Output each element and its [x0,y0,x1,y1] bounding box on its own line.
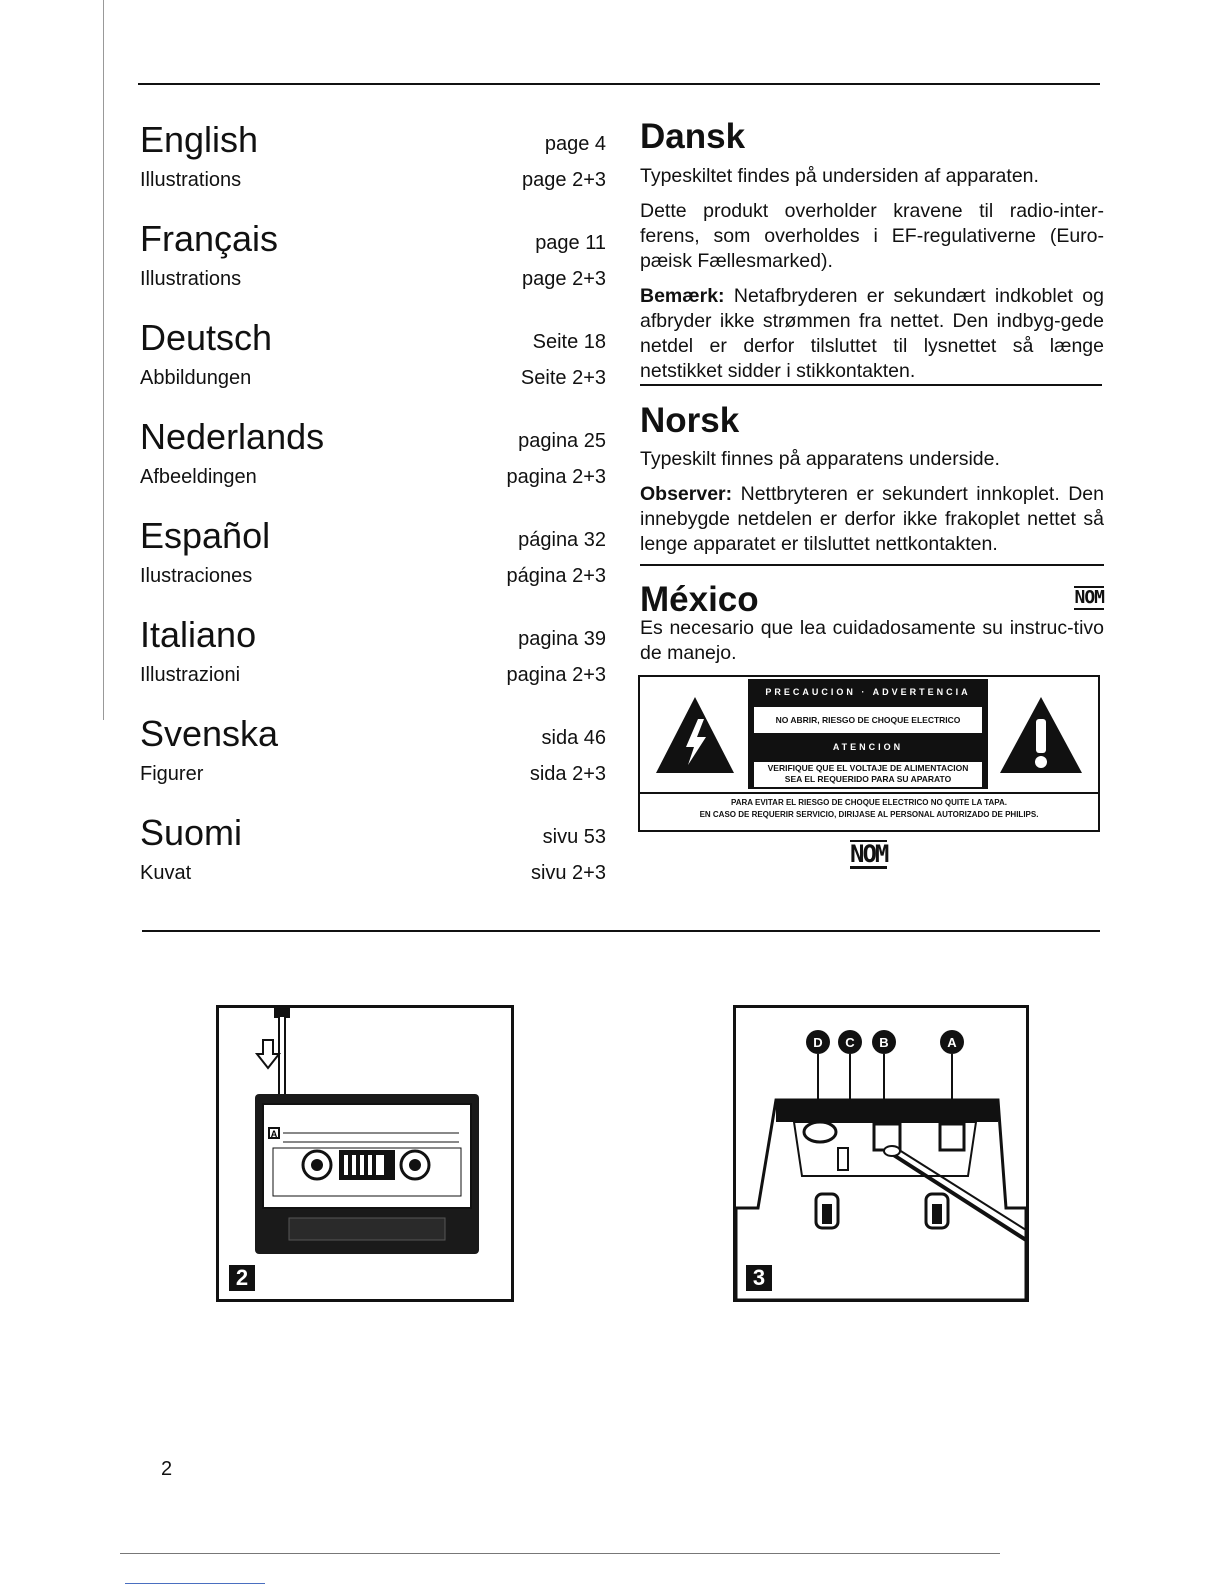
figure-number-3: 3 [746,1265,772,1291]
mexico-paragraph-1: Es necesario que lea cuidadosamente su instruc-tivo de manejo. [640,617,1104,664]
toc-lang-sub-page: page 2+3 [522,169,606,191]
dansk-rule [640,384,1102,386]
section-dansk [640,117,1104,384]
toc-lang-page: pagina 25 [518,430,606,452]
warning-bottom-text [644,797,1094,821]
dansk-note-label: Bemærk: [640,285,725,307]
toc-suomi[interactable] [140,813,606,909]
toc-lang-page: page 4 [544,133,606,155]
toc-lang-page: sida 46 [541,727,606,749]
dansk-title: Dansk [640,117,746,156]
electric-shock-warning-icon [654,695,736,775]
toc-lang-sub: Ilustraciones [140,565,253,587]
warning-bottom-line-2: EN CASO DE REQUERIR SERVICIO, DIRIJASE AL PERSONAL AUTORIZADO DE PHILIPS. [699,810,1039,819]
toc-svenska[interactable] [140,714,606,810]
warning-bottom-line-1: PARA EVITAR EL RIESGO DE CHOQUE ELECTRICO NO QUITE LA TAPA. [730,798,1007,807]
toc-lang-sub-page: pagina 2+3 [506,664,606,686]
warning-band-atencion: ATENCION [832,742,904,752]
toc-english[interactable] [140,120,606,216]
label-b: B [879,1035,889,1050]
toc-italiano[interactable] [140,615,606,711]
top-rule [138,83,1100,85]
toc-lang-name: English [140,119,259,160]
nom-mark-small: NOM [1074,587,1104,608]
nom-mark-large: NOM [850,840,888,868]
section-norsk [640,401,1104,557]
dansk-paragraph-1: Typeskiltet findes på undersiden af apparaten. [640,165,1039,187]
warning-box-voltaje [754,762,982,787]
dansk-paragraph-2: Dette produkt overholder kravene til radio-inter-ferens, som overholdes i EF-regulativerne (Euro-pæisk Fællesmarked). [640,200,1104,272]
toc-lang-page: pagina 39 [518,628,606,650]
toc-francais[interactable] [140,219,606,315]
toc-lang-sub: Illustrazioni [140,664,241,686]
toc-lang-sub-page: página 2+3 [506,565,606,587]
left-margin-line [103,0,104,720]
norsk-rule [640,564,1104,566]
toc-lang-name: Suomi [140,812,243,853]
deck-heads-illustration [736,1008,1026,1300]
toc-lang-name: Nederlands [140,416,325,457]
toc-lang-sub-page: pagina 2+3 [506,466,606,488]
toc-lang-sub: Afbeeldingen [140,466,257,488]
norsk-note-label: Observer: [640,483,733,505]
warning-voltaje-line-1: VERIFIQUE QUE EL VOLTAJE DE ALIMENTACION [767,763,969,773]
norsk-note-text: Nettbryteren er sekundert innkoplet. Den innebygde netdelen er derfor ikke frakoplet nettet så lenge apparatet er tilsluttet nettkontakten. [640,483,1104,555]
page-number: 2 [161,1458,173,1480]
toc-lang-page: página 32 [518,529,606,551]
toc-lang-sub: Kuvat [140,862,192,884]
toc-espanol[interactable] [140,516,606,612]
warning-center-panel [748,679,988,789]
toc-lang-sub: Illustrations [140,169,242,191]
toc-lang-name: Italiano [140,614,257,655]
toc-lang-name: Deutsch [140,317,273,358]
toc-lang-name: Svenska [140,713,279,754]
label-a: A [947,1035,957,1050]
bottom-rule [142,930,1100,932]
dansk-note-text: Netafbryderen er sekundært indkoblet og afbryder ikke strømmen fra nettet. Den indbyg-gede netdel er derfor tilsluttet til lysnettet så længe netstikket sidder i stikkontakten. [640,285,1104,382]
section-mexico [640,580,1104,666]
warning-band-precaucion: PRECAUCION · ADVERTENCIA [765,687,971,697]
toc-lang-sub-page: sivu 2+3 [530,862,606,884]
toc-lang-sub-page: sida 2+3 [529,763,606,785]
toc-lang-sub-page: page 2+3 [522,268,606,290]
toc-lang-name: Français [140,218,279,259]
figure-3-deck-heads [733,1005,1029,1302]
dansk-paragraph-3 [640,284,1104,384]
warning-divider [640,792,1098,794]
toc-nederlands[interactable] [140,417,606,513]
label-c: C [845,1035,855,1050]
toc-lang-sub-page: Seite 2+3 [520,367,606,389]
norsk-paragraph-2 [640,482,1104,557]
norsk-title: Norsk [640,401,740,440]
label-d: D [813,1035,823,1050]
scan-artifact-line [120,1553,1000,1554]
cassette-side-label: A [270,1129,278,1139]
toc-lang-page: sivu 53 [542,826,606,848]
warning-box-no-abrir: NO ABRIR, RIESGO DE CHOQUE ELECTRICO [754,707,982,733]
toc-lang-name: Español [140,515,271,556]
exclamation-warning-icon [998,695,1084,775]
mexico-title: México [640,580,759,619]
toc-lang-page: page 11 [535,232,606,254]
warning-voltaje-line-2: SEA EL REQUERIDO PARA SU APARATO [784,774,952,784]
toc-lang-sub: Figurer [140,763,204,785]
norsk-paragraph-1: Typeskilt finnes på apparatens underside. [640,448,1000,470]
toc-lang-page: Seite 18 [532,331,606,353]
toc-lang-sub: Illustrations [140,268,242,290]
cassette-illustration [219,1008,511,1300]
figure-number-2: 2 [229,1265,255,1291]
warning-label [638,675,1100,832]
toc-lang-sub: Abbildungen [140,367,252,389]
figure-2-cassette [216,1005,514,1302]
toc-deutsch[interactable] [140,318,606,414]
